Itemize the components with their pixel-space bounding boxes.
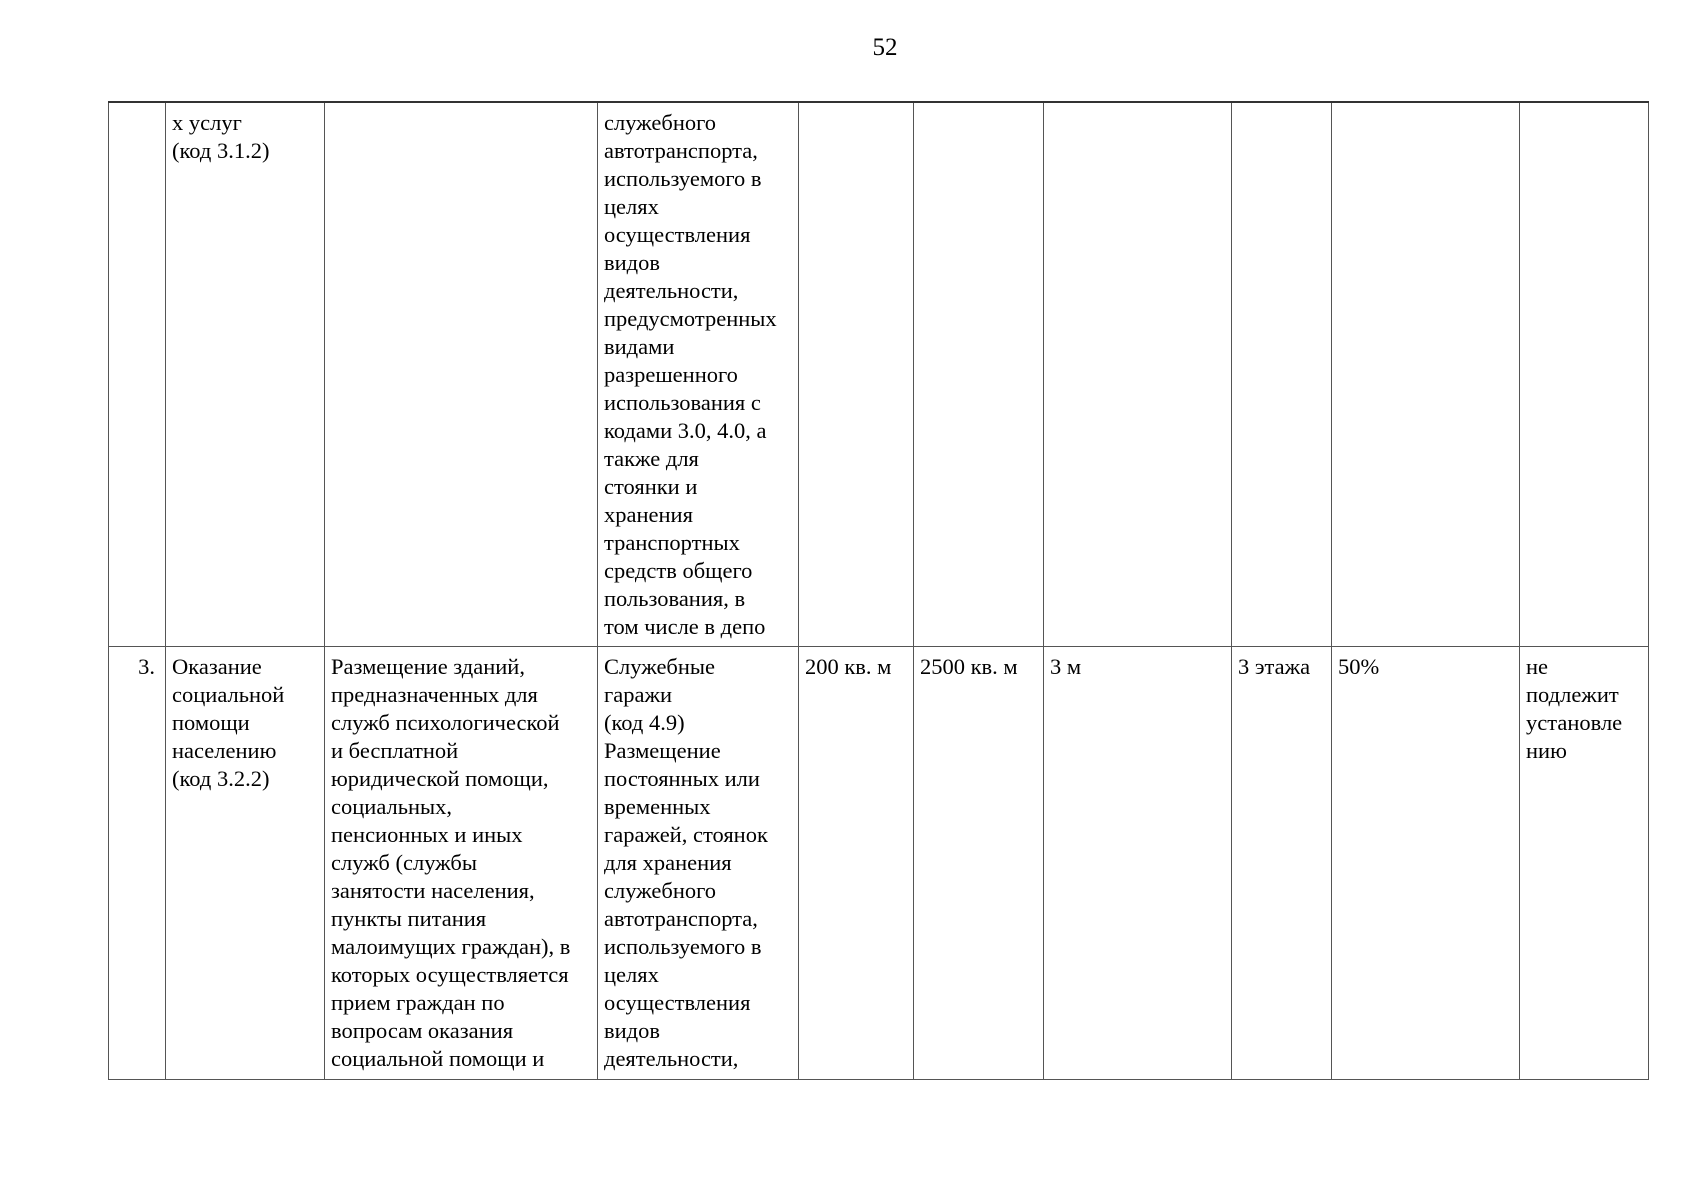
table-row [109,646,1649,1079]
floors-cell [1232,102,1332,646]
row-number-cell [109,102,166,646]
zoning-regulations-table [108,101,1649,1080]
use-name-cell: х услуг (код 3.1.2) [166,102,325,646]
floors-cell: 3 этажа [1232,646,1332,1079]
max-area-cell [914,102,1044,646]
table-row [109,102,1649,646]
page-number: 52 [872,34,898,61]
extra-param-cell [1520,102,1649,646]
row-number-cell: 3. [109,646,166,1079]
extra-param-cell: не подлежит установле нию [1520,646,1649,1079]
min-area-cell: 200 кв. м [799,646,914,1079]
auxiliary-use-cell: Служебные гаражи (код 4.9) Размещение постоянных или временных гаражей, стоянок для хранения служебного автотранспорта, используемого в целях осуществления видов деятельности, [598,646,799,1079]
description-cell: Размещение зданий, предназначенных для служб психологической и бесплатной юридической помощи, социальных, пенсионных и иных служб (службы занятости населения, пункты питания малоимущих граждан), в которых осуществляется прием граждан по вопросам оказания социальной помощи и [325,646,598,1079]
description-cell [325,102,598,646]
use-name-cell: Оказание социальной помощи населению (код 3.2.2) [166,646,325,1079]
coverage-cell: 50% [1332,646,1520,1079]
min-area-cell [799,102,914,646]
auxiliary-use-cell: служебного автотранспорта, используемого в целях осуществления видов деятельности, предусмотренных видами разрешенного использования с кодами 3.0, 4.0, а также для стоянки и хранения транспортных средств общего пользования, в том числе в депо [598,102,799,646]
max-area-cell: 2500 кв. м [914,646,1044,1079]
setback-cell [1044,102,1232,646]
coverage-cell [1332,102,1520,646]
setback-cell: 3 м [1044,646,1232,1079]
